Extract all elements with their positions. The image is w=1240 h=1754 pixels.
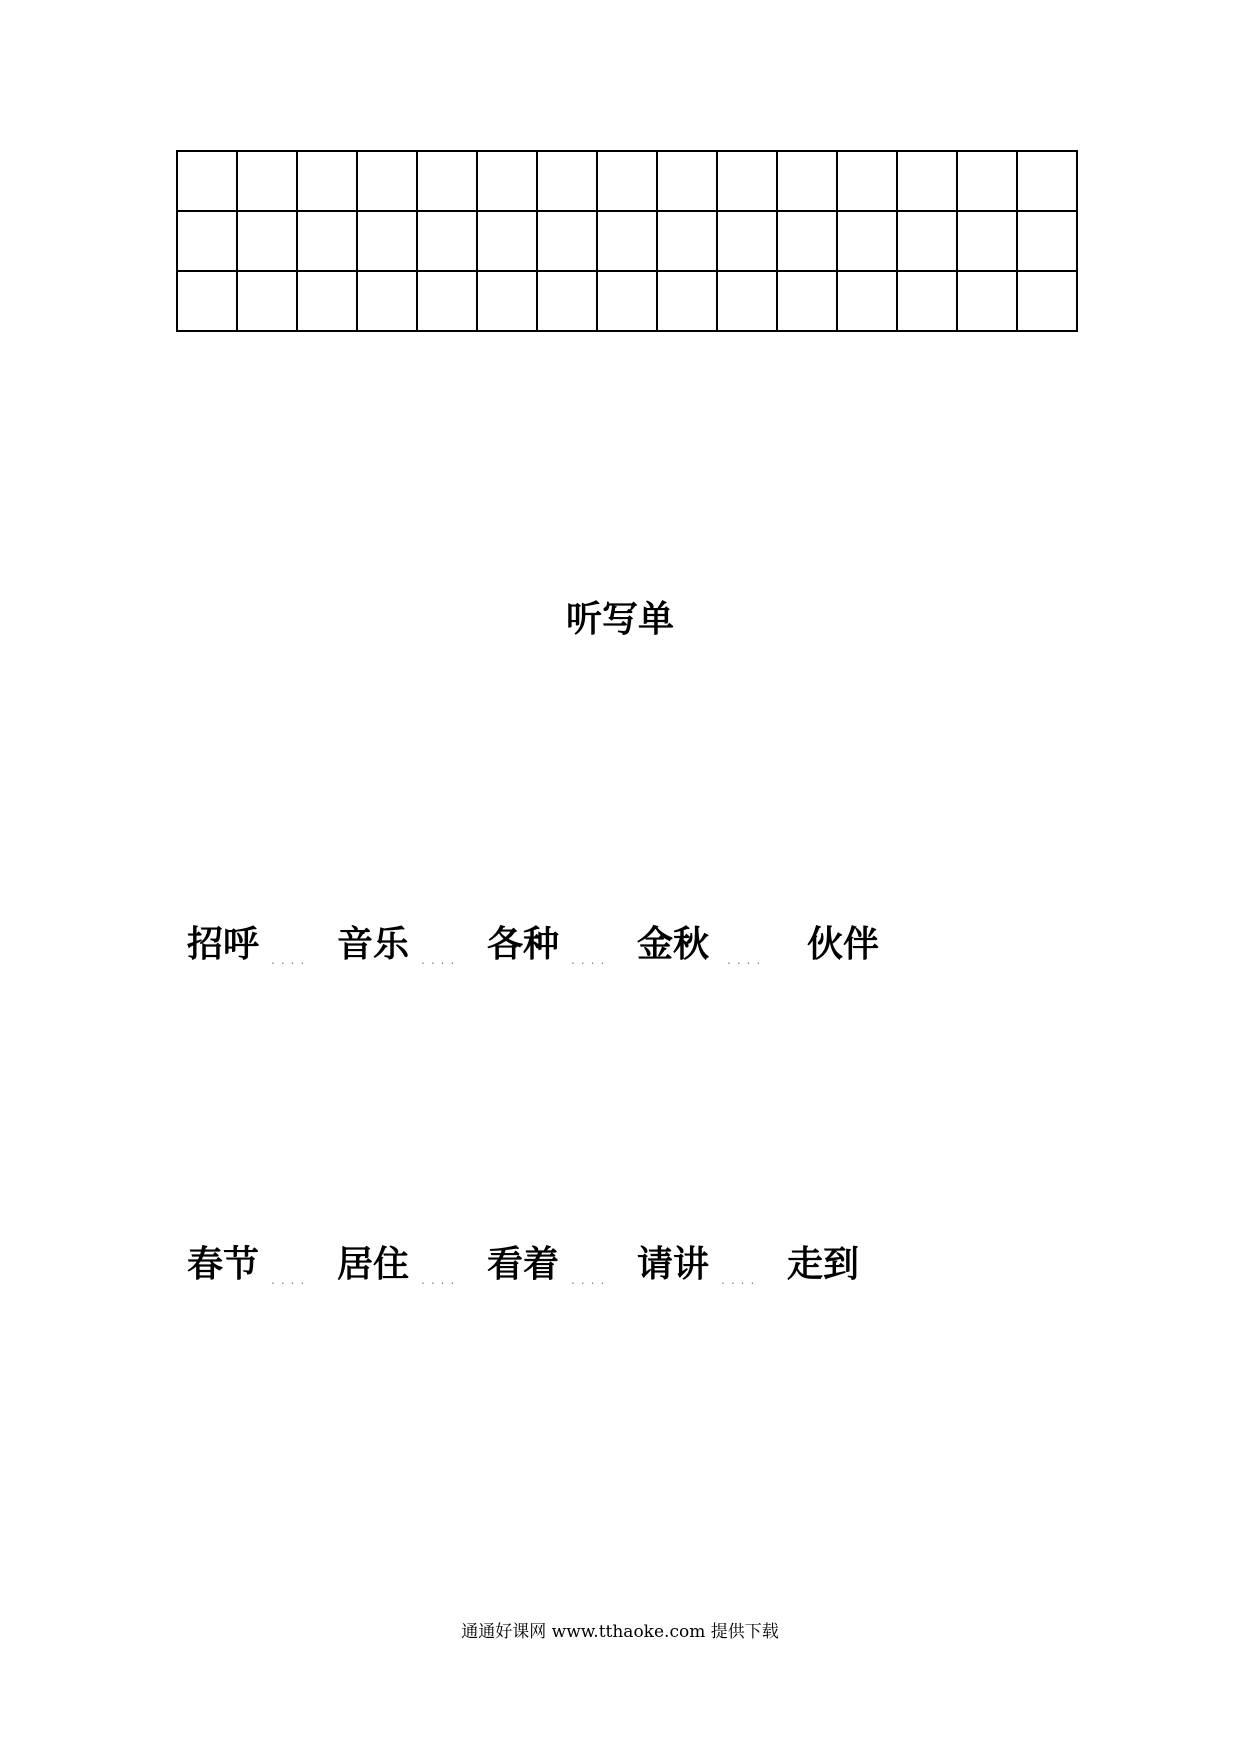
grid-cell [777, 151, 837, 211]
word: 看着 [487, 1244, 560, 1285]
grid-cell [417, 211, 477, 271]
dotted-separator: .... [421, 953, 461, 967]
grid-cell [537, 271, 597, 331]
grid-cell [957, 151, 1017, 211]
grid-cell [597, 211, 657, 271]
grid-cell [777, 211, 837, 271]
grid-cell [837, 211, 897, 271]
dotted-separator: .... [721, 1273, 761, 1287]
word: 各种 [487, 924, 560, 965]
dotted-separator: .... [421, 1273, 461, 1287]
grid-cell [897, 211, 957, 271]
page-title: 听写单 [565, 599, 674, 640]
word-row-1 [187, 920, 947, 970]
grid-cell [477, 211, 537, 271]
grid-cell [597, 151, 657, 211]
word-row-2 [187, 1240, 947, 1290]
grid-cell [357, 271, 417, 331]
grid-cell [657, 211, 717, 271]
grid-cell [657, 151, 717, 211]
grid-cell [357, 211, 417, 271]
grid-cell [177, 151, 237, 211]
grid-row [177, 151, 1077, 211]
grid-cell [657, 271, 717, 331]
dotted-separator: .... [571, 953, 611, 967]
grid-cell [1017, 211, 1077, 271]
grid-cell [477, 271, 537, 331]
grid-cell [717, 211, 777, 271]
word: 伙伴 [807, 924, 880, 965]
grid-cell [717, 151, 777, 211]
grid-cell [897, 271, 957, 331]
grid-cell [297, 211, 357, 271]
grid-cell [417, 271, 477, 331]
grid-cell [957, 211, 1017, 271]
writing-grid [176, 150, 1078, 332]
grid-cell [357, 151, 417, 211]
grid-cell [297, 151, 357, 211]
grid-cell [537, 211, 597, 271]
dotted-separator: .... [271, 953, 311, 967]
grid-cell [417, 151, 477, 211]
grid-cell [717, 271, 777, 331]
word: 居住 [337, 1244, 410, 1285]
grid-cell [177, 211, 237, 271]
grid-cell [237, 211, 297, 271]
grid-row [177, 271, 1077, 331]
word: 音乐 [337, 924, 410, 965]
grid-cell [237, 151, 297, 211]
grid-cell [597, 271, 657, 331]
grid-cell [1017, 271, 1077, 331]
word: 春节 [187, 1244, 260, 1285]
grid-cell [837, 271, 897, 331]
word: 走到 [787, 1244, 860, 1285]
grid-cell [537, 151, 597, 211]
grid-cell [897, 151, 957, 211]
grid-row [177, 211, 1077, 271]
grid-cell [297, 271, 357, 331]
grid-cell [837, 151, 897, 211]
grid-cell [957, 271, 1017, 331]
word: 招呼 [187, 924, 260, 965]
grid-cell [177, 271, 237, 331]
grid-cell [1017, 151, 1077, 211]
grid-cell [477, 151, 537, 211]
grid-cell [777, 271, 837, 331]
dotted-separator: .... [727, 953, 767, 967]
dotted-separator: .... [271, 1273, 311, 1287]
word: 金秋 [637, 924, 710, 965]
footer-credit: 通通好课网 www.tthaoke.com 提供下载 [461, 1622, 779, 1642]
grid-cell [237, 271, 297, 331]
dotted-separator: .... [571, 1273, 611, 1287]
word: 请讲 [637, 1244, 710, 1285]
writing-grid-body [177, 151, 1077, 331]
